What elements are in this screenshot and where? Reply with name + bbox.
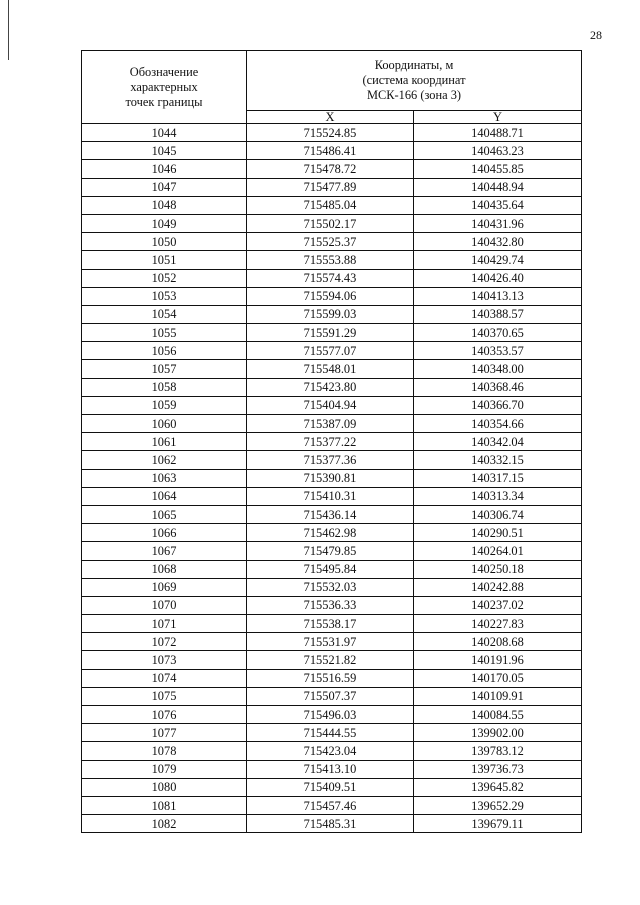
- y-coordinate-cell: 139902.00: [414, 724, 582, 742]
- x-coordinate-cell: 715479.85: [247, 542, 414, 560]
- point-id-cell: 1070: [82, 596, 247, 614]
- header-point-label-line: Обозначение: [129, 64, 199, 79]
- point-id-cell: 1074: [82, 669, 247, 687]
- point-id-cell: 1053: [82, 287, 247, 305]
- header-point-label: [82, 51, 247, 124]
- x-coordinate-cell: 715548.01: [247, 360, 414, 378]
- x-coordinate-cell: 715577.07: [247, 342, 414, 360]
- point-id-cell: 1069: [82, 578, 247, 596]
- table-row: [82, 251, 582, 269]
- coordinates-table: [81, 50, 582, 833]
- y-coordinate-cell: 140208.68: [414, 633, 582, 651]
- point-id-cell: 1056: [82, 342, 247, 360]
- y-coordinate-cell: 139736.73: [414, 760, 582, 778]
- header-x: X: [247, 111, 414, 124]
- x-coordinate-cell: 715444.55: [247, 724, 414, 742]
- table-row: [82, 469, 582, 487]
- x-coordinate-cell: 715496.03: [247, 706, 414, 724]
- table-row: [82, 560, 582, 578]
- table-row: [82, 287, 582, 305]
- table-row: [82, 487, 582, 505]
- table-row: [82, 615, 582, 633]
- point-id-cell: 1054: [82, 305, 247, 323]
- x-coordinate-cell: 715536.33: [247, 596, 414, 614]
- y-coordinate-cell: 140488.71: [414, 124, 582, 142]
- point-id-cell: 1062: [82, 451, 247, 469]
- point-id-cell: 1063: [82, 469, 247, 487]
- point-id-cell: 1060: [82, 415, 247, 433]
- table-row: [82, 724, 582, 742]
- y-coordinate-cell: 140306.74: [414, 505, 582, 523]
- x-coordinate-cell: 715594.06: [247, 287, 414, 305]
- y-coordinate-cell: 140109.91: [414, 687, 582, 705]
- y-coordinate-cell: 140431.96: [414, 214, 582, 232]
- x-coordinate-cell: 715457.46: [247, 796, 414, 814]
- x-coordinate-cell: 715413.10: [247, 760, 414, 778]
- table-row: [82, 160, 582, 178]
- x-coordinate-cell: 715521.82: [247, 651, 414, 669]
- x-coordinate-cell: 715377.22: [247, 433, 414, 451]
- y-coordinate-cell: 140432.80: [414, 233, 582, 251]
- x-coordinate-cell: 715553.88: [247, 251, 414, 269]
- y-coordinate-cell: 140250.18: [414, 560, 582, 578]
- x-coordinate-cell: 715538.17: [247, 615, 414, 633]
- point-id-cell: 1073: [82, 651, 247, 669]
- header-coordinates-line: МСК-166 (зона 3): [366, 88, 462, 102]
- x-coordinate-cell: 715516.59: [247, 669, 414, 687]
- point-id-cell: 1048: [82, 196, 247, 214]
- table-row: [82, 214, 582, 232]
- margin-rule: [8, 0, 9, 60]
- y-coordinate-cell: 140463.23: [414, 142, 582, 160]
- table-row: [82, 596, 582, 614]
- table-body: [82, 124, 582, 833]
- table-row: [82, 233, 582, 251]
- y-coordinate-cell: 140368.46: [414, 378, 582, 396]
- point-id-cell: 1080: [82, 778, 247, 796]
- table-row: [82, 742, 582, 760]
- y-coordinate-cell: 140448.94: [414, 178, 582, 196]
- point-id-cell: 1059: [82, 396, 247, 414]
- y-coordinate-cell: 140455.85: [414, 160, 582, 178]
- y-coordinate-cell: 139679.11: [414, 815, 582, 833]
- point-id-cell: 1076: [82, 706, 247, 724]
- point-id-cell: 1078: [82, 742, 247, 760]
- table-row: [82, 433, 582, 451]
- x-coordinate-cell: 715599.03: [247, 305, 414, 323]
- table-row: [82, 324, 582, 342]
- point-id-cell: 1067: [82, 542, 247, 560]
- point-id-cell: 1044: [82, 124, 247, 142]
- table-row: [82, 124, 582, 142]
- table-row: [82, 142, 582, 160]
- x-coordinate-cell: 715390.81: [247, 469, 414, 487]
- table-row: [82, 378, 582, 396]
- header-coordinates-line: Координаты, м: [374, 58, 454, 72]
- y-coordinate-cell: 140313.34: [414, 487, 582, 505]
- y-coordinate-cell: 140264.01: [414, 542, 582, 560]
- table-row: [82, 178, 582, 196]
- y-coordinate-cell: 140429.74: [414, 251, 582, 269]
- point-id-cell: 1075: [82, 687, 247, 705]
- header-point-label-line: характерных: [130, 79, 198, 94]
- point-id-cell: 1068: [82, 560, 247, 578]
- point-id-cell: 1066: [82, 524, 247, 542]
- x-coordinate-cell: 715387.09: [247, 415, 414, 433]
- table-row: [82, 415, 582, 433]
- point-id-cell: 1079: [82, 760, 247, 778]
- page-number: 28: [590, 28, 602, 42]
- point-id-cell: 1047: [82, 178, 247, 196]
- y-coordinate-cell: 140426.40: [414, 269, 582, 287]
- point-id-cell: 1081: [82, 796, 247, 814]
- y-coordinate-cell: 140242.88: [414, 578, 582, 596]
- table-row: [82, 778, 582, 796]
- header-coordinates-line: (система координат: [362, 73, 466, 87]
- table-row: [82, 360, 582, 378]
- table-row: [82, 687, 582, 705]
- header-y: Y: [414, 111, 582, 124]
- table-row: [82, 815, 582, 833]
- y-coordinate-cell: 139645.82: [414, 778, 582, 796]
- point-id-cell: 1050: [82, 233, 247, 251]
- x-coordinate-cell: 715436.14: [247, 505, 414, 523]
- x-coordinate-cell: 715485.04: [247, 196, 414, 214]
- x-coordinate-cell: 715502.17: [247, 214, 414, 232]
- point-id-cell: 1055: [82, 324, 247, 342]
- point-id-cell: 1071: [82, 615, 247, 633]
- point-id-cell: 1051: [82, 251, 247, 269]
- y-coordinate-cell: 140290.51: [414, 524, 582, 542]
- header-point-label-line: точек границы: [125, 94, 203, 109]
- point-id-cell: 1046: [82, 160, 247, 178]
- table-row: [82, 542, 582, 560]
- x-coordinate-cell: 715377.36: [247, 451, 414, 469]
- y-coordinate-cell: 140348.00: [414, 360, 582, 378]
- y-coordinate-cell: 140413.13: [414, 287, 582, 305]
- y-coordinate-cell: 140317.15: [414, 469, 582, 487]
- table-row: [82, 196, 582, 214]
- x-coordinate-cell: 715485.31: [247, 815, 414, 833]
- table-row: [82, 451, 582, 469]
- y-coordinate-cell: 140191.96: [414, 651, 582, 669]
- point-id-cell: 1064: [82, 487, 247, 505]
- y-coordinate-cell: 139783.12: [414, 742, 582, 760]
- table-row: [82, 796, 582, 814]
- table-row: [82, 305, 582, 323]
- y-coordinate-cell: 140388.57: [414, 305, 582, 323]
- y-coordinate-cell: 140237.02: [414, 596, 582, 614]
- y-coordinate-cell: 140084.55: [414, 706, 582, 724]
- point-id-cell: 1049: [82, 214, 247, 232]
- y-coordinate-cell: 140435.64: [414, 196, 582, 214]
- table-row: [82, 651, 582, 669]
- x-coordinate-cell: 715591.29: [247, 324, 414, 342]
- table-row: [82, 760, 582, 778]
- y-coordinate-cell: 140332.15: [414, 451, 582, 469]
- y-coordinate-cell: 139652.29: [414, 796, 582, 814]
- table-row: [82, 524, 582, 542]
- x-coordinate-cell: 715477.89: [247, 178, 414, 196]
- y-coordinate-cell: 140370.65: [414, 324, 582, 342]
- x-coordinate-cell: 715574.43: [247, 269, 414, 287]
- x-coordinate-cell: 715409.51: [247, 778, 414, 796]
- table-row: [82, 505, 582, 523]
- point-id-cell: 1061: [82, 433, 247, 451]
- x-coordinate-cell: 715532.03: [247, 578, 414, 596]
- point-id-cell: 1045: [82, 142, 247, 160]
- y-coordinate-cell: 140353.57: [414, 342, 582, 360]
- x-coordinate-cell: 715423.80: [247, 378, 414, 396]
- y-coordinate-cell: 140342.04: [414, 433, 582, 451]
- header-coordinates: [247, 51, 582, 111]
- point-id-cell: 1052: [82, 269, 247, 287]
- x-coordinate-cell: 715404.94: [247, 396, 414, 414]
- y-coordinate-cell: 140170.05: [414, 669, 582, 687]
- x-coordinate-cell: 715486.41: [247, 142, 414, 160]
- x-coordinate-cell: 715495.84: [247, 560, 414, 578]
- table-row: [82, 396, 582, 414]
- x-coordinate-cell: 715423.04: [247, 742, 414, 760]
- x-coordinate-cell: 715507.37: [247, 687, 414, 705]
- table-row: [82, 342, 582, 360]
- table-row: [82, 633, 582, 651]
- point-id-cell: 1082: [82, 815, 247, 833]
- table-row: [82, 269, 582, 287]
- y-coordinate-cell: 140227.83: [414, 615, 582, 633]
- x-coordinate-cell: 715478.72: [247, 160, 414, 178]
- point-id-cell: 1058: [82, 378, 247, 396]
- point-id-cell: 1057: [82, 360, 247, 378]
- x-coordinate-cell: 715531.97: [247, 633, 414, 651]
- point-id-cell: 1077: [82, 724, 247, 742]
- table-row: [82, 578, 582, 596]
- y-coordinate-cell: 140366.70: [414, 396, 582, 414]
- table-row: [82, 669, 582, 687]
- x-coordinate-cell: 715524.85: [247, 124, 414, 142]
- x-coordinate-cell: 715410.31: [247, 487, 414, 505]
- y-coordinate-cell: 140354.66: [414, 415, 582, 433]
- x-coordinate-cell: 715525.37: [247, 233, 414, 251]
- point-id-cell: 1072: [82, 633, 247, 651]
- table-row: [82, 706, 582, 724]
- x-coordinate-cell: 715462.98: [247, 524, 414, 542]
- point-id-cell: 1065: [82, 505, 247, 523]
